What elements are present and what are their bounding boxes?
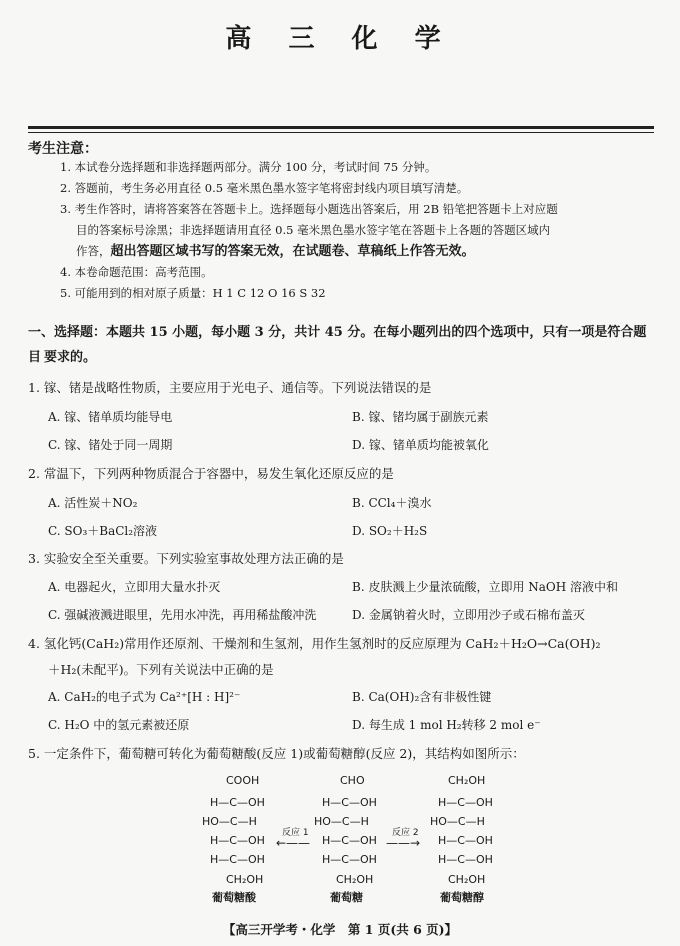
section-heading: 一、选择题：本题共 15 小题，每小题 3 分，共计 45 分。在每小题列出的四个选项中，只有一项是符合题目 [28, 325, 647, 365]
q4-option-a: A. CaH₂的电子式为 Ca²⁺[H : H]²⁻ [48, 690, 241, 704]
q1-option-b: B. 镓、锗均属于副族元素 [352, 410, 489, 424]
structure-label: 葡萄糖醇 [440, 891, 484, 904]
q1-option-a: A. 镓、锗单质均能导电 [48, 410, 173, 424]
q3-option-c: C. 强碱液溅进眼里，先用水冲洗，再用稀盐酸冲洗 [48, 608, 317, 622]
structure-label: 葡萄糖 [330, 891, 363, 904]
page-title: 高 三 化 学 [225, 24, 455, 54]
q2-option-c: C. SO₃＋BaCl₂溶液 [48, 524, 158, 538]
q4-option-b: B. Ca(OH)₂含有非极性键 [352, 690, 492, 704]
notice-emphasis: 超出答题区域书写的答案无效，在试题卷、草稿纸上作答无效。 [110, 244, 475, 259]
notice-item: 3. 考生作答时，请将答案答在答题卡上。选择题每小题选出答案后，用 2B 铅笔把答题卡上对应题 [60, 202, 558, 216]
notice-item: 2. 答题前，考生务必用直径 0.5 毫米黑色墨水签字笔将密封线内项目填写清楚。 [60, 181, 469, 195]
notice-item-continued: 目的答案标号涂黑；非选择题请用直径 0.5 毫米黑色墨水签字笔在答题卡上各题的答题区域内 [76, 223, 551, 237]
question-4-stem-cont: ＋H₂(未配平)。下列有关说法中正确的是 [48, 662, 274, 677]
question-1-stem: 1. 镓、锗是战略性物质，主要应用于光电子、通信等。下列说法错误的是 [28, 380, 432, 395]
notice-list [60, 157, 650, 304]
notice-item: 5. 可能用到的相对原子质量：H 1 C 12 O 16 S 32 [60, 286, 326, 300]
q1-option-c: C. 镓、锗处于同一周期 [48, 438, 173, 452]
question-3-stem: 3. 实验安全至关重要。下列实验室事故处理方法正确的是 [28, 551, 344, 566]
q2-option-a: A. 活性炭＋NO₂ [48, 496, 138, 510]
q2-option-b: B. CCl₄＋溴水 [352, 496, 432, 510]
page-footer: 【高三开学考・化学 第 1 页(共 6 页)】 [222, 922, 458, 937]
q3-option-d: D. 金属钠着火时，立即用沙子或石棉布盖灭 [352, 608, 585, 622]
q2-option-d: D. SO₂＋H₂S [352, 524, 428, 538]
divider-thin [28, 132, 654, 133]
notice-item-continued: 作答，超出答题区域书写的答案无效，在试题卷、草稿纸上作答无效。 [76, 244, 475, 259]
q3-option-b: B. 皮肤溅上少量浓硫酸，立即用 NaOH 溶液中和 [352, 580, 619, 594]
question-2-stem: 2. 常温下，下列两种物质混合于容器中，易发生氧化还原反应的是 [28, 466, 394, 481]
notice-item: 4. 本卷命题范围：高考范围。 [60, 265, 213, 279]
structure-label: 葡萄糖酸 [212, 891, 256, 904]
question-4-stem: 4. 氢化钙(CaH₂)常用作还原剂、干燥剂和生氢剂，用作生氢剂时的反应原理为 CaH₂＋H₂O→Ca(OH)₂ [28, 636, 601, 651]
q4-option-c: C. H₂O 中的氢元素被还原 [48, 718, 190, 732]
divider-thick [28, 126, 654, 129]
q4-option-d: D. 每生成 1 mol H₂转移 2 mol e⁻ [352, 718, 541, 732]
question-5-stem: 5. 一定条件下，葡萄糖可转化为葡萄糖酸(反应 1)或葡萄糖醇(反应 2)，其结构如图所示： [28, 746, 525, 761]
section-heading-cont: 要求的。 [44, 350, 97, 365]
q1-option-d: D. 镓、锗单质均能被氧化 [352, 438, 489, 452]
notice-heading: 考生注意： [28, 141, 98, 157]
notice-item: 1. 本试卷分选择题和非选择题两部分。满分 100 分，考试时间 75 分钟。 [60, 160, 437, 174]
q3-option-a: A. 电器起火，立即用大量水扑灭 [48, 580, 221, 594]
